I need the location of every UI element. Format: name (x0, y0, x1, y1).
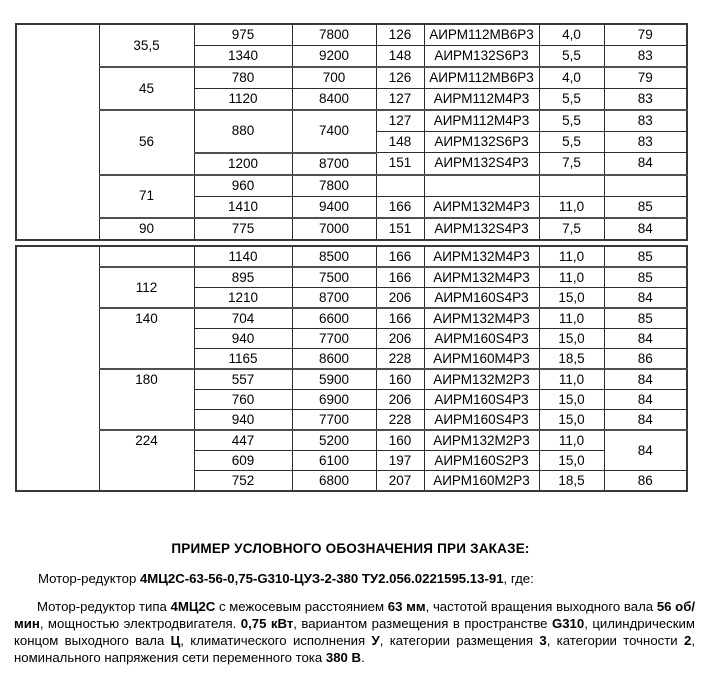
bold-text-segment: 3 (539, 633, 547, 648)
table-cell: 8400 (292, 89, 376, 111)
table-cell: 975 (194, 24, 292, 46)
speed-group-cell: 90 (99, 218, 194, 240)
empty-cell (539, 175, 604, 197)
table-cell: 84 (604, 218, 687, 240)
speed-group-cell: 224 (99, 430, 194, 491)
table-cell: 4,0 (539, 67, 604, 89)
table-cell: 84 (604, 369, 687, 390)
text-segment: , цилиндрическим концом выходного вала (14, 616, 695, 648)
motor-type-cell: АИРМ132М4Р3 (424, 267, 539, 288)
text-segment: . (361, 650, 365, 665)
table-cell: 206 (376, 329, 424, 349)
table-cell: 11,0 (539, 369, 604, 390)
table-cell: 9400 (292, 196, 376, 218)
table-cell: 609 (194, 451, 292, 471)
motor-type-cell: АИРМ160S4Р3 (424, 390, 539, 410)
table-cell: 8600 (292, 349, 376, 370)
speed-group-cell: 140 (99, 308, 194, 369)
text-segment: , вариантом размещения в пространстве (293, 616, 552, 631)
table-cell: 85 (604, 308, 687, 329)
table-cell: 6800 (292, 471, 376, 492)
table-cell: 5,5 (539, 110, 604, 132)
table-cell: 85 (604, 246, 687, 267)
table-cell: 11,0 (539, 430, 604, 451)
table-cell: 4,0 (539, 24, 604, 46)
motor-type-cell: АИРМ160М2Р3 (424, 471, 539, 492)
left-empty-cell (16, 246, 99, 491)
text-segment: с межосевым расстоянием (215, 599, 388, 614)
table-cell: 15,0 (539, 410, 604, 431)
speed-group-cell: 35,5 (99, 24, 194, 67)
bold-text-segment: G310 (551, 616, 585, 631)
table-cell: 15,0 (539, 390, 604, 410)
text-segment: , мощностью электродвигателя. (39, 616, 241, 631)
left-empty-cell (16, 24, 99, 240)
table-cell: 148 (376, 46, 424, 68)
text-segment: , категории точности (546, 633, 684, 648)
table-cell: 84 (604, 430, 687, 471)
table-cell: 126 (376, 67, 424, 89)
table-cell: 704 (194, 308, 292, 329)
table-cell: 8700 (292, 288, 376, 309)
table-cell: 447 (194, 430, 292, 451)
table-cell: 166 (376, 267, 424, 288)
table-cell: 7000 (292, 218, 376, 240)
table-cell: 1200 (194, 153, 292, 175)
bold-text-segment: 0,75 кВт (240, 616, 294, 631)
table-cell: 1140 (194, 246, 292, 267)
table-cell: 5,5 (539, 46, 604, 68)
table-cell: 148 (376, 132, 424, 153)
table-cell: 6900 (292, 390, 376, 410)
table-cell: 7,5 (539, 218, 604, 240)
table-cell: 206 (376, 288, 424, 309)
table-cell: 83 (604, 110, 687, 132)
table-cell: 775 (194, 218, 292, 240)
motor-reducer-spec-table-2 (15, 245, 688, 492)
designation-line (15, 571, 693, 587)
table-cell: 7400 (292, 110, 376, 153)
table-cell: 760 (194, 390, 292, 410)
table-cell: 9200 (292, 46, 376, 68)
motor-reducer-spec-table-1 (15, 23, 688, 241)
motor-type-cell: АИРМ112М4Р3 (424, 89, 539, 111)
bold-text-segment: 2 (683, 633, 692, 648)
table-cell: 83 (604, 132, 687, 153)
table-cell: 5,5 (539, 132, 604, 153)
motor-type-cell: АИРМ132М4Р3 (424, 196, 539, 218)
bold-text-segment: 56 об/мин (14, 599, 696, 631)
table-cell: 83 (604, 46, 687, 68)
motor-type-cell: АИРМ160М4Р3 (424, 349, 539, 370)
table-cell: 752 (194, 471, 292, 492)
table-cell: 15,0 (539, 329, 604, 349)
motor-type-cell: АИРМ112МВ6Р3 (424, 24, 539, 46)
table-cell: 7800 (292, 175, 376, 197)
text-segment: , частотой вращения выходного вала (425, 599, 657, 614)
table-cell: 15,0 (539, 288, 604, 309)
table-cell: 160 (376, 369, 424, 390)
table-cell: 1410 (194, 196, 292, 218)
text-segment: Мотор-редуктор типа (37, 599, 171, 614)
table-cell: 85 (604, 267, 687, 288)
empty-cell (424, 175, 539, 197)
table-cell: 126 (376, 24, 424, 46)
speed-group-cell: 112 (99, 267, 194, 308)
table-cell: 700 (292, 67, 376, 89)
motor-type-cell: АИРМ132S6Р3 (424, 46, 539, 68)
text-segment: Мотор-редуктор (38, 571, 140, 586)
bold-text-segment: У (371, 633, 380, 648)
table-cell: 228 (376, 349, 424, 370)
table-cell: 127 (376, 89, 424, 111)
table-cell: 160 (376, 430, 424, 451)
table-cell: 83 (604, 89, 687, 111)
motor-type-cell: АИРМ160S4Р3 (424, 329, 539, 349)
empty-cell (604, 175, 687, 197)
table-cell: 6600 (292, 308, 376, 329)
table-cell: 7,5 (539, 153, 604, 175)
table-cell: 895 (194, 267, 292, 288)
table-cell: 940 (194, 329, 292, 349)
bold-text-segment: 4МЦ2С-63-56-0,75-G310-ЦУЗ-2-380 ТУ2.056.0221595.13-91 (139, 571, 504, 586)
table-cell: 84 (604, 288, 687, 309)
table-cell: 86 (604, 471, 687, 492)
text-segment: , где: (503, 571, 534, 586)
table-cell: 880 (194, 110, 292, 153)
table-cell: 5,5 (539, 89, 604, 111)
motor-type-cell: АИРМ160S2Р3 (424, 451, 539, 471)
speed-group-cell: 45 (99, 67, 194, 110)
motor-type-cell: АИРМ132М4Р3 (424, 246, 539, 267)
table-cell: 15,0 (539, 451, 604, 471)
table-cell: 228 (376, 410, 424, 431)
table-cell: 6100 (292, 451, 376, 471)
bold-text-segment: 4МЦ2С (170, 599, 216, 614)
table-cell: 166 (376, 246, 424, 267)
order-example-heading: ПРИМЕР УСЛОВНОГО ОБОЗНАЧЕНИЯ ПРИ ЗАКАЗЕ: (171, 541, 530, 556)
table-cell: 166 (376, 308, 424, 329)
table-cell: 79 (604, 67, 687, 89)
table-cell: 557 (194, 369, 292, 390)
motor-type-cell: АИРМ160S4Р3 (424, 410, 539, 431)
table-cell: 18,5 (539, 349, 604, 370)
text-segment: , номинального напряжения сети переменного тока (14, 633, 695, 665)
table-cell: 18,5 (539, 471, 604, 492)
table-cell: 207 (376, 471, 424, 492)
text-segment: , категории размещения (379, 633, 540, 648)
table-cell: 11,0 (539, 246, 604, 267)
speed-group-cell: 56 (99, 110, 194, 175)
motor-type-cell: АИРМ132М4Р3 (424, 308, 539, 329)
table-cell: 7700 (292, 329, 376, 349)
table-cell: 206 (376, 390, 424, 410)
table-cell: 84 (604, 390, 687, 410)
table-cell: 84 (604, 153, 687, 175)
table-cell: 960 (194, 175, 292, 197)
table-cell: 940 (194, 410, 292, 431)
table-cell: 1120 (194, 89, 292, 111)
table-cell: 11,0 (539, 196, 604, 218)
table-cell: 79 (604, 24, 687, 46)
table-cell: 166 (376, 196, 424, 218)
table-cell: 11,0 (539, 267, 604, 288)
motor-type-cell: АИРМ112МВ6Р3 (424, 67, 539, 89)
bold-text-segment: 63 мм (387, 599, 426, 614)
speed-group-cell: 71 (99, 175, 194, 218)
table-cell: 5200 (292, 430, 376, 451)
bold-text-segment: Ц (170, 633, 181, 648)
table-cell: 151 (376, 153, 424, 175)
table-cell: 7500 (292, 267, 376, 288)
table-cell: 197 (376, 451, 424, 471)
motor-type-cell: АИРМ132S4Р3 (424, 153, 539, 175)
table-cell: 8700 (292, 153, 376, 175)
table-cell: 8500 (292, 246, 376, 267)
table-cell: 7800 (292, 24, 376, 46)
motor-type-cell: АИРМ132S6Р3 (424, 132, 539, 153)
table-cell: 85 (604, 196, 687, 218)
table-cell: 11,0 (539, 308, 604, 329)
table-cell: 1165 (194, 349, 292, 370)
motor-type-cell: АИРМ132S4Р3 (424, 218, 539, 240)
table-cell: 127 (376, 110, 424, 132)
table-cell: 86 (604, 349, 687, 370)
empty-cell (376, 175, 424, 197)
table-cell: 1210 (194, 288, 292, 309)
motor-type-cell: АИРМ132М2Р3 (424, 430, 539, 451)
text-segment: , климатического исполнения (180, 633, 372, 648)
speed-group-cell: 180 (99, 369, 194, 430)
motor-type-cell: АИРМ112М4Р3 (424, 110, 539, 132)
table-cell: 84 (604, 410, 687, 431)
table-cell: 5900 (292, 369, 376, 390)
motor-type-cell: АИРМ132М2Р3 (424, 369, 539, 390)
designation-description (14, 598, 695, 666)
table-cell: 1340 (194, 46, 292, 68)
table-cell: 7700 (292, 410, 376, 431)
table-cell: 780 (194, 67, 292, 89)
bold-text-segment: 380 В (325, 650, 362, 665)
table-cell: 84 (604, 329, 687, 349)
motor-type-cell: АИРМ160S4Р3 (424, 288, 539, 309)
table-cell: 151 (376, 218, 424, 240)
empty-cell (99, 246, 194, 267)
